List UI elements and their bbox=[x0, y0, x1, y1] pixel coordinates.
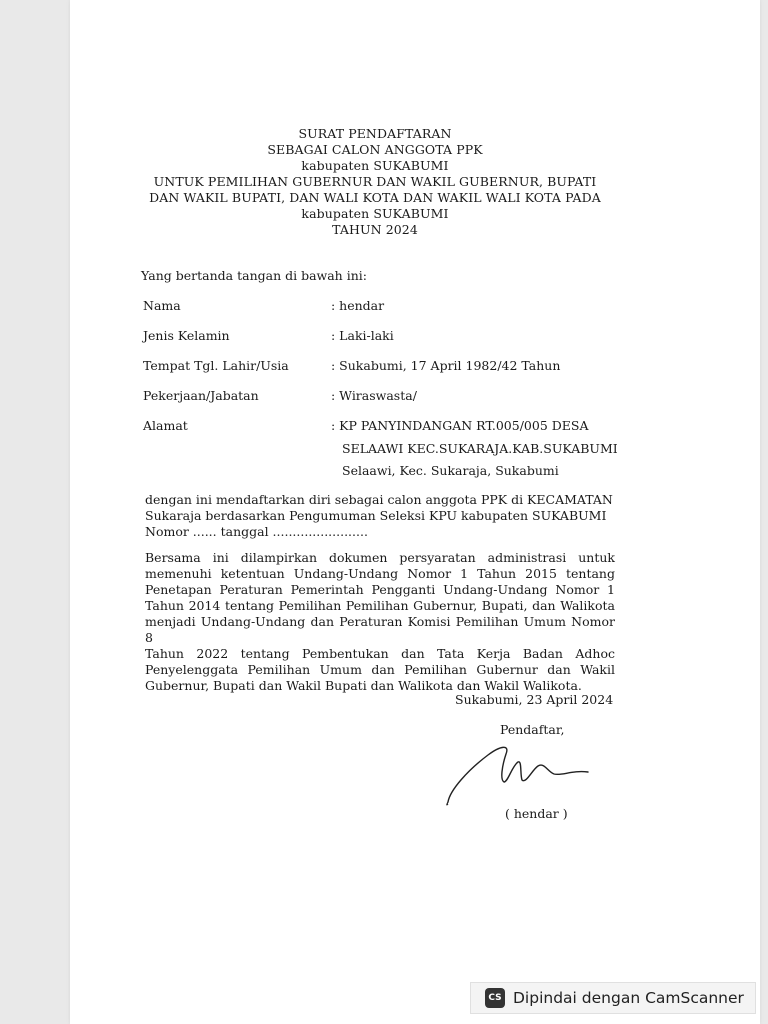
camscanner-watermark bbox=[470, 982, 756, 1014]
paragraph-line: Penetapan Peraturan Pemerintah Pengganti Undang-Undang Nomor 1 bbox=[145, 582, 615, 597]
field-value: : Sukabumi, 17 April 1982/42 Tahun bbox=[331, 358, 561, 373]
paragraph-line: Penyelenggata Pemilihan Umum dan Pemilihan Gubernur dan Wakil bbox=[145, 662, 615, 677]
header-line: kabupaten SUKABUMI bbox=[301, 206, 449, 221]
signer-name: ( hendar ) bbox=[505, 806, 568, 821]
field-value: : Wiraswasta/ bbox=[331, 388, 417, 403]
paragraph-line: Tahun 2022 tentang Pembentukan dan Tata Kerja Badan Adhoc bbox=[145, 646, 615, 661]
field-label: Tempat Tgl. Lahir/Usia bbox=[143, 358, 289, 373]
header-line: SEBAGAI CALON ANGGOTA PPK bbox=[267, 142, 483, 157]
address-line: Selaawi, Kec. Sukaraja, Sukabumi bbox=[342, 463, 559, 478]
handwritten-signature bbox=[438, 730, 598, 810]
paragraph-line: Sukaraja berdasarkan Pengumuman Seleksi KPU kabupaten SUKABUMI bbox=[145, 508, 607, 523]
paragraph-line: dengan ini mendaftarkan diri sebagai calon anggota PPK di KECAMATAN bbox=[145, 492, 613, 507]
paragraph-line: Nomor ...... tanggal ........................ bbox=[145, 524, 368, 539]
field-label: Alamat bbox=[143, 418, 188, 433]
field-value: : hendar bbox=[331, 298, 385, 313]
pendaftar-label: Pendaftar, bbox=[500, 722, 565, 737]
attachment-paragraph bbox=[145, 550, 615, 694]
header-line: SURAT PENDAFTARAN bbox=[298, 126, 452, 141]
intro-text: Yang bertanda tangan di bawah ini: bbox=[141, 268, 367, 283]
registration-paragraph bbox=[145, 492, 615, 540]
document-header bbox=[70, 126, 680, 238]
paragraph-line: Bersama ini dilampirkan dokumen persyaratan administrasi untuk bbox=[145, 550, 615, 565]
camscanner-icon: CS bbox=[485, 988, 505, 1008]
header-line: UNTUK PEMILIHAN GUBERNUR DAN WAKIL GUBERNUR, BUPATI bbox=[153, 174, 597, 189]
paragraph-line: menjadi Undang-Undang dan Peraturan Komisi Pemilihan Umum Nomor 8 bbox=[145, 614, 615, 645]
field-value: : Laki-laki bbox=[331, 328, 394, 343]
paragraph-line: Gubernur, Bupati dan Wakil Bupati dan Walikota dan Wakil Walikota. bbox=[145, 678, 582, 693]
camscanner-label: Dipindai dengan CamScanner bbox=[513, 989, 744, 1007]
field-label: Pekerjaan/Jabatan bbox=[143, 388, 259, 403]
field-label: Nama bbox=[143, 298, 181, 313]
address-line: SELAAWI KEC.SUKARAJA.KAB.SUKABUMI bbox=[342, 441, 618, 456]
paragraph-line: memenuhi ketentuan Undang-Undang Nomor 1 Tahun 2015 tentang bbox=[145, 566, 615, 581]
paragraph-line: Tahun 2014 tentang Pemilihan Pemilihan Gubernur, Bupati, dan Walikota bbox=[145, 598, 615, 613]
header-line: TAHUN 2024 bbox=[332, 222, 418, 237]
header-line: DAN WAKIL BUPATI, DAN WALI KOTA DAN WAKIL WALI KOTA PADA bbox=[149, 190, 601, 205]
field-value: : KP PANYINDANGAN RT.005/005 DESA bbox=[331, 418, 589, 433]
field-label: Jenis Kelamin bbox=[143, 328, 230, 343]
city-date: Sukabumi, 23 April 2024 bbox=[455, 692, 614, 707]
header-line: kabupaten SUKABUMI bbox=[301, 158, 449, 173]
